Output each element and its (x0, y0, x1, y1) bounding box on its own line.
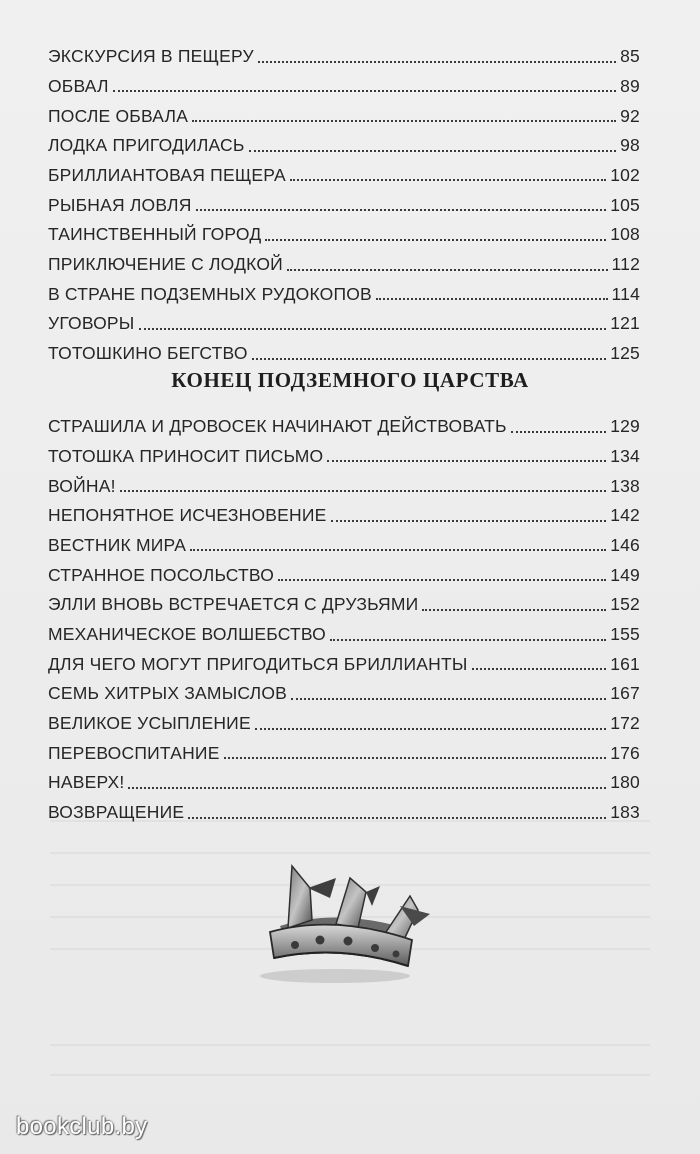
toc-entry (48, 274, 640, 304)
page-number: 114 (611, 283, 640, 304)
page-number: 183 (610, 802, 640, 823)
chapter-title: НАВЕРХ! (48, 772, 125, 793)
section-heading: КОНЕЦ ПОДЗЕМНОГО ЦАРСТВА (171, 368, 529, 392)
toc-entry (48, 214, 640, 244)
toc-entry (48, 673, 640, 703)
dot-leader (120, 490, 607, 492)
chapter-title: ЭКСКУРСИЯ В ПЕЩЕРУ (48, 46, 254, 67)
page-number: 155 (610, 624, 640, 644)
chapter-title: БРИЛЛИАНТОВАЯ ПЕЩЕРА (48, 164, 286, 185)
toc-entry (48, 792, 640, 822)
page-number: 129 (610, 416, 640, 437)
toc-entry (48, 95, 640, 125)
toc-entry (48, 465, 640, 495)
toc-entry (48, 184, 640, 214)
page-number: 102 (610, 164, 640, 185)
page-number: 134 (610, 445, 640, 466)
toc-list-part2 (48, 406, 640, 822)
toc-entry (48, 554, 640, 584)
page-number: 98 (620, 135, 640, 156)
chapter-title: МЕХАНИЧЕСКОЕ ВОЛШЕБСТВО (48, 624, 326, 644)
page-number: 176 (610, 742, 640, 763)
dot-leader (278, 579, 606, 581)
dot-leader (113, 90, 616, 92)
toc-entry (48, 155, 640, 185)
show-through-line (50, 1044, 650, 1046)
chapter-title: ТОТОШКИНО БЕГСТВО (48, 343, 248, 364)
page-number: 92 (620, 105, 640, 126)
page-number: 180 (610, 772, 640, 793)
dot-leader (330, 639, 606, 641)
dot-leader (291, 698, 606, 700)
chapter-title: ТОТОШКА ПРИНОСИТ ПИСЬМО (48, 445, 324, 466)
chapter-title: ВОЗВРАЩЕНИЕ (48, 802, 185, 823)
chapter-title: СЕМЬ ХИТРЫХ ЗАМЫСЛОВ (48, 683, 288, 704)
dot-leader (196, 209, 607, 211)
page-number: 112 (611, 254, 640, 274)
toc-entry (48, 36, 640, 66)
page-number: 167 (610, 683, 640, 704)
toc-entry (48, 703, 640, 733)
dot-leader (511, 431, 607, 433)
dot-leader (327, 460, 606, 462)
toc-entry (48, 333, 640, 363)
dot-leader (265, 239, 606, 241)
chapter-title: СТРАННОЕ ПОСОЛЬСТВО (48, 564, 275, 585)
page-number: 161 (610, 653, 640, 674)
watermark-text: bookclub.by (16, 1113, 148, 1140)
chapter-title: ВЕЛИКОЕ УСЫПЛЕНИЕ (48, 713, 251, 734)
dot-leader (224, 757, 607, 759)
toc-entry (48, 406, 640, 436)
dot-leader (188, 817, 606, 819)
chapter-title: ЭЛЛИ ВНОВЬ ВСТРЕЧАЕТСЯ С ДРУЗЬЯМИ (48, 594, 419, 615)
toc-entry (48, 244, 640, 274)
page-number: 85 (620, 46, 640, 67)
dot-leader (128, 787, 606, 789)
toc-entry (48, 66, 640, 96)
toc-entry (48, 495, 640, 525)
chapter-title: ОБВАЛ (48, 75, 109, 96)
page-number: 152 (610, 594, 640, 615)
toc-entry (48, 303, 640, 333)
dot-leader (472, 668, 607, 670)
chapter-title: РЫБНАЯ ЛОВЛЯ (48, 194, 192, 215)
dot-leader (422, 609, 606, 611)
chapter-title: ЛОДКА ПРИГОДИЛАСЬ (48, 135, 245, 156)
page-number: 172 (610, 713, 640, 734)
chapter-title: СТРАШИЛА И ДРОВОСЕК НАЧИНАЮТ ДЕЙСТВОВАТЬ (48, 416, 507, 437)
page-number: 138 (610, 475, 640, 496)
chapter-title: ВОЙНА! (48, 475, 116, 496)
toc-list-part1 (48, 36, 640, 363)
dot-leader (376, 298, 608, 300)
page-number: 149 (610, 564, 640, 585)
chapter-title: УГОВОРЫ (48, 313, 135, 334)
dot-leader (255, 728, 606, 730)
dot-leader (190, 549, 606, 551)
crown-icon (240, 848, 440, 998)
chapter-title: ПЕРЕВОСПИТАНИЕ (48, 742, 220, 763)
toc-entry (48, 644, 640, 674)
toc-entry (48, 525, 640, 555)
chapter-title: НЕПОНЯТНОЕ ИСЧЕЗНОВЕНИЕ (48, 505, 327, 526)
toc-entry (48, 125, 640, 155)
toc-entry (48, 436, 640, 466)
page-number: 89 (620, 75, 640, 96)
toc-entry (48, 584, 640, 614)
chapter-title: ДЛЯ ЧЕГО МОГУТ ПРИГОДИТЬСЯ БРИЛЛИАНТЫ (48, 653, 468, 674)
chapter-title: ТАИНСТВЕННЫЙ ГОРОД (48, 224, 262, 245)
page-number: 105 (610, 194, 640, 215)
page-number: 142 (610, 505, 640, 526)
dot-leader (139, 328, 607, 330)
chapter-title: ПРИКЛЮЧЕНИЕ С ЛОДКОЙ (48, 254, 283, 274)
toc-entry (48, 614, 640, 644)
page-number: 146 (610, 534, 640, 555)
page-number: 121 (610, 313, 640, 334)
chapter-title: ВЕСТНИК МИРА (48, 534, 187, 555)
toc-entry (48, 762, 640, 792)
page-number: 108 (610, 224, 640, 245)
dot-leader (252, 358, 607, 360)
dot-leader (287, 269, 608, 271)
dot-leader (249, 150, 617, 152)
chapter-title: В СТРАНЕ ПОДЗЕМНЫХ РУДОКОПОВ (48, 283, 372, 304)
dot-leader (331, 520, 607, 522)
toc-entry (48, 733, 640, 763)
chapter-title: ПОСЛЕ ОБВАЛА (48, 105, 189, 126)
dot-leader (258, 61, 616, 63)
show-through-line (50, 1074, 650, 1076)
dot-leader (290, 179, 606, 181)
page-number: 125 (610, 343, 640, 364)
dot-leader (192, 120, 616, 122)
